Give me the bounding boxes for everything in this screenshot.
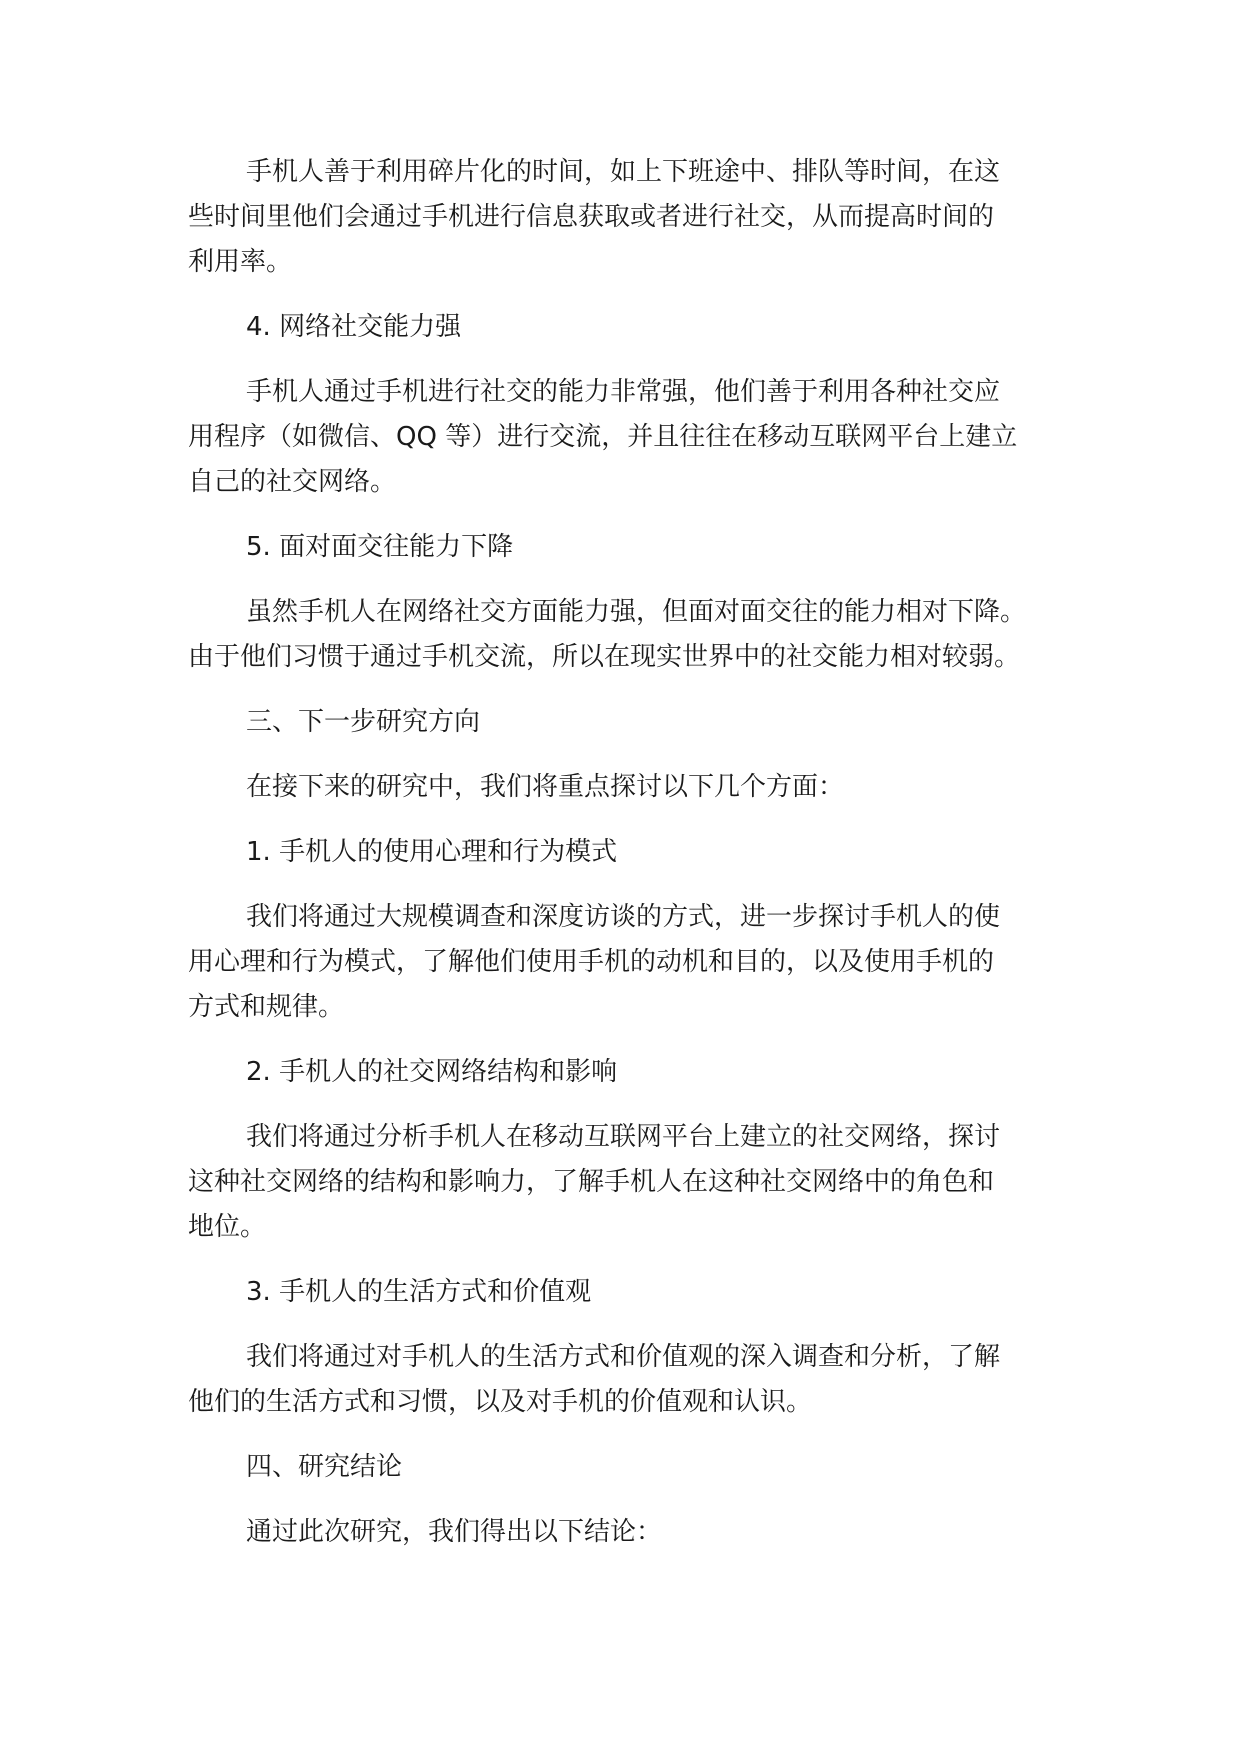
text-line: 自己的社交网络。	[188, 467, 397, 497]
document-body	[188, 150, 1078, 1575]
paragraph-conclusion-intro: 通过此次研究，我们得出以下结论：	[246, 1517, 663, 1547]
paragraph-online-social	[188, 370, 1078, 505]
paragraph-time-usage	[188, 150, 1078, 285]
section-heading-conclusion: 四、研究结论	[246, 1452, 403, 1482]
heading-social-network: 2. 手机人的社交网络结构和影响	[246, 1057, 618, 1087]
paragraph-face-to-face	[188, 590, 1078, 680]
paragraph-social-network	[188, 1115, 1078, 1250]
text-line: 方式和规律。	[188, 992, 345, 1022]
text-line: 我们将通过分析手机人在移动互联网平台上建立的社交网络，探讨	[246, 1122, 1001, 1152]
text-line: 这种社交网络的结构和影响力，了解手机人在这种社交网络中的角色和	[188, 1167, 995, 1197]
text-line: 些时间里他们会通过手机进行信息获取或者进行社交，从而提高时间的	[188, 202, 995, 232]
text-line: 我们将通过大规模调查和深度访谈的方式，进一步探讨手机人的使	[246, 902, 1001, 932]
heading-usage-psychology: 1. 手机人的使用心理和行为模式	[246, 837, 618, 867]
text-line: 我们将通过对手机人的生活方式和价值观的深入调查和分析，了解	[246, 1342, 1001, 1372]
text-line: 虽然手机人在网络社交方面能力强，但面对面交往的能力相对下降。	[246, 597, 1027, 627]
text-line: 用心理和行为模式，了解他们使用手机的动机和目的，以及使用手机的	[188, 947, 995, 977]
paragraph-lifestyle-values	[188, 1335, 1078, 1425]
text-line: 用程序（如微信、QQ 等）进行交流，并且往往在移动互联网平台上建立	[188, 422, 1018, 452]
paragraph-usage-psychology	[188, 895, 1078, 1030]
text-line: 地位。	[188, 1212, 267, 1242]
text-line: 由于他们习惯于通过手机交流，所以在现实世界中的社交能力相对较弱。	[188, 642, 1021, 672]
heading-lifestyle-values: 3. 手机人的生活方式和价值观	[246, 1277, 592, 1307]
heading-face-to-face: 5. 面对面交往能力下降	[246, 532, 514, 562]
text-line: 手机人善于利用碎片化的时间，如上下班途中、排队等时间，在这	[246, 157, 1001, 187]
text-line: 手机人通过手机进行社交的能力非常强，他们善于利用各种社交应	[246, 377, 1001, 407]
section-heading-next-steps: 三、下一步研究方向	[246, 707, 481, 737]
text-line: 他们的生活方式和习惯，以及对手机的价值观和认识。	[188, 1387, 813, 1417]
paragraph-next-steps-intro: 在接下来的研究中，我们将重点探讨以下几个方面：	[246, 772, 845, 802]
heading-online-social: 4. 网络社交能力强	[246, 312, 462, 342]
text-line: 利用率。	[188, 247, 293, 277]
